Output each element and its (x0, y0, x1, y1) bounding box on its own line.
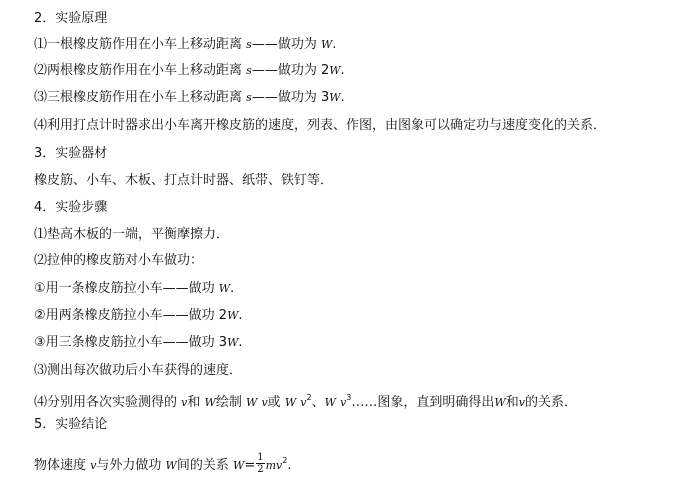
heading-text: 3．实验器材 (34, 146, 108, 161)
principle-item-4 (34, 117, 606, 135)
step-1 (34, 226, 229, 244)
principle-item-2 (34, 62, 345, 80)
item-text: ⑴垫高木板的一端，平衡摩擦力． (34, 227, 230, 242)
var-w: W (218, 282, 231, 295)
punct: . (238, 308, 243, 323)
item-text: ⑵两根橡皮筋作用在小车上移动距离 (34, 63, 243, 78)
item-text: ①用一条橡皮筋拉小车——做功 (34, 281, 215, 296)
punct: . (230, 281, 235, 296)
section-3-title (34, 145, 107, 163)
principle-item-3 (34, 89, 345, 107)
punct: . (332, 37, 337, 52)
item-text: 和 (505, 395, 519, 410)
item-text: ③用三条橡皮筋拉小车——做功 3 (34, 335, 228, 350)
item-text: 或 (267, 395, 281, 410)
var-w: W (227, 309, 239, 322)
conclusion (34, 452, 291, 477)
heading-text: 4．实验步骤 (34, 200, 108, 215)
step-4 (34, 389, 577, 412)
equipment-list (34, 172, 333, 190)
step-2 (34, 252, 203, 270)
var-w: W (204, 396, 216, 409)
item-text: ⑶测出每次做功后小车获得的速度． (34, 363, 243, 378)
item-text: ——做功为 3 (251, 90, 330, 105)
exponent: 2 (282, 456, 288, 465)
exponent: 2 (306, 393, 312, 402)
var-w: W (329, 91, 341, 104)
punct: . (340, 90, 345, 105)
sub-step-2 (34, 307, 243, 325)
var-w: W (165, 459, 177, 472)
principle-item-1 (34, 36, 336, 54)
var-v: v (518, 396, 525, 409)
item-text: 橡皮筋、小车、木板、打点计时器、纸带、铁钉等． (34, 173, 334, 188)
heading-text: 5．实验结论 (34, 417, 108, 432)
item-text: ⑶三根橡皮筋作用在小车上移动距离 (34, 90, 243, 105)
item-text: 的关系． (524, 395, 577, 410)
item-text: ——做功为 2 (251, 63, 330, 78)
item-text: ——做功为 (251, 37, 317, 52)
item-text: 、 (311, 395, 325, 410)
var-w: W (329, 64, 341, 77)
punct: . (340, 63, 345, 78)
item-text: 绘制 (215, 395, 242, 410)
item-text: ⑷分别用各次实验测得的 (34, 395, 178, 410)
var-w: W (227, 336, 239, 349)
denominator: 2 (257, 464, 264, 475)
item-text: 间的关系 (176, 458, 229, 473)
step-3 (34, 362, 242, 380)
item-text: ⑴一根橡皮筋作用在小车上移动距离 (34, 37, 243, 52)
var-s: s (246, 64, 252, 77)
sub-step-3 (34, 334, 243, 352)
sub-step-1 (34, 280, 234, 298)
var-v: v (90, 459, 97, 472)
item-text: 和 (187, 395, 201, 410)
item-text: ⑷利用打点计时器求出小车离开橡皮筋的速度，列表、作图，由图象可以确定功与速度变化的关系． (34, 118, 607, 133)
punct: . (238, 335, 243, 350)
fraction (256, 452, 264, 475)
var-w: W (246, 396, 258, 409)
heading-text: 2．实验原理 (34, 11, 108, 26)
item-text: ②用两条橡皮筋拉小车——做功 2 (34, 308, 228, 323)
numerator: 1 (257, 452, 264, 463)
var-v: v (261, 396, 268, 409)
var-w: W (324, 396, 336, 409)
section-4-title (34, 199, 107, 217)
var-s: s (246, 38, 252, 51)
var-v: v (300, 396, 307, 409)
item-text: 与外力做功 (96, 458, 162, 473)
punct: . (287, 458, 292, 473)
section-5-title (34, 416, 107, 434)
equals-sign: = (244, 458, 256, 473)
var-w: W (284, 396, 297, 409)
item-text: 物体速度 (34, 458, 87, 473)
var-w: W (320, 38, 333, 51)
var-w: W (233, 459, 245, 472)
var-s: s (246, 91, 252, 104)
item-text: ⑵拉伸的橡皮筋对小车做功： (34, 253, 204, 268)
section-2-title (34, 10, 107, 28)
var-w: W (494, 396, 506, 409)
var-mv: mv (265, 459, 283, 472)
var-v: v (181, 396, 188, 409)
item-text: ……图象，直到明确得出 (351, 395, 495, 410)
exponent: 3 (346, 393, 352, 402)
var-v: v (340, 396, 347, 409)
